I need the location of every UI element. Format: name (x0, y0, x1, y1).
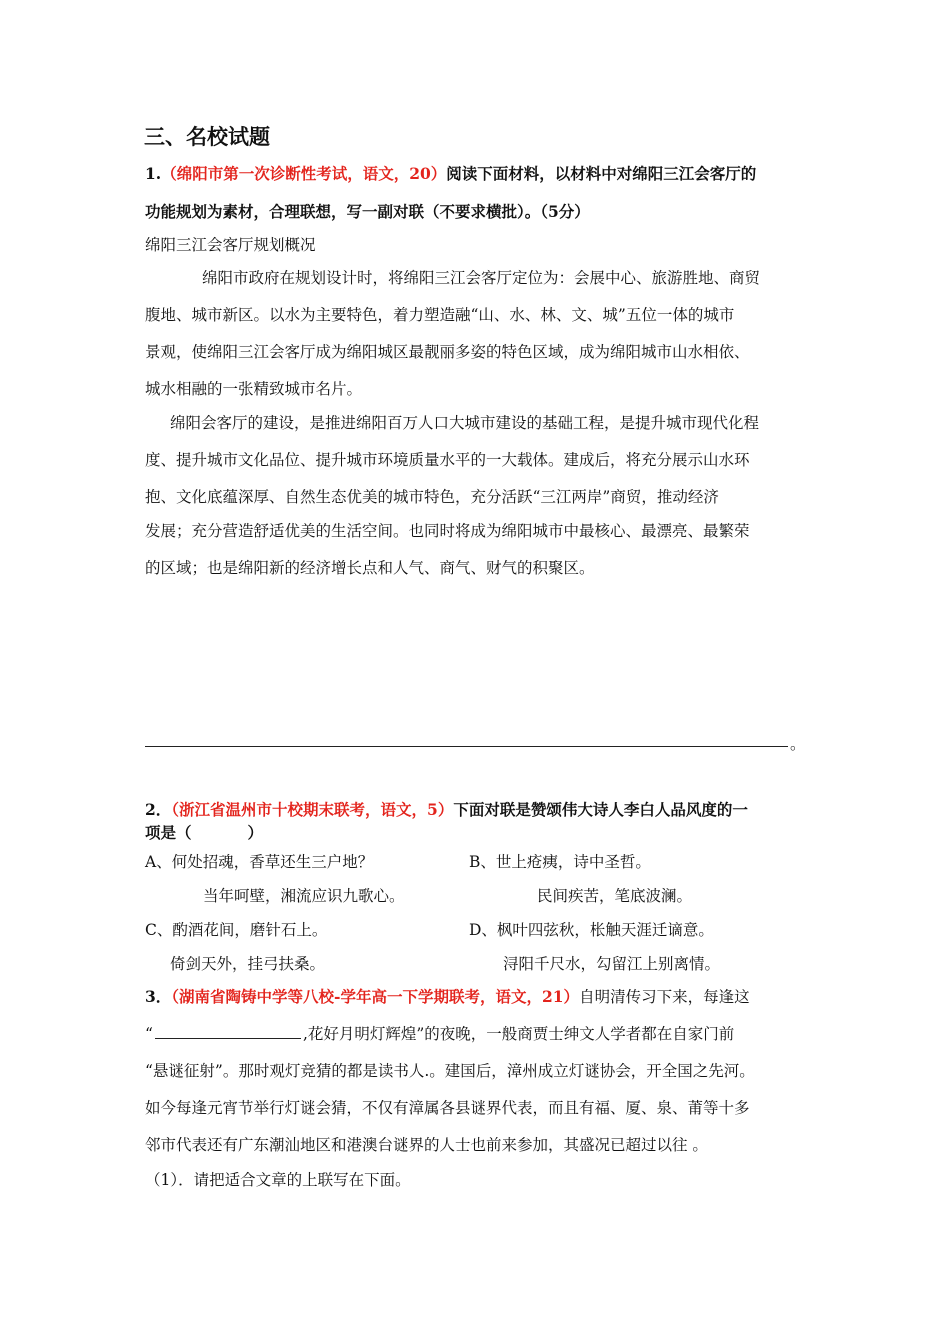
q2-prompt-b-start: 项是（ (145, 823, 192, 842)
q3-number: 3． (145, 987, 172, 1006)
q3-line-3: “悬谜征射”。那时观灯竞猜的都是读书人.。建国后，漳州成立灯谜协会，开全国之先河。 (145, 1062, 755, 1080)
option-a-line-1: A、何处招魂，香草还生三户地？ (145, 853, 374, 871)
q1-line-1 (145, 164, 756, 184)
q1-prompt-b: 功能规划为素材，合理联想，写一副对联（不要求横批）。（5分） (145, 202, 590, 221)
q1-material-title: 绵阳三江会客厅规划概况 (145, 236, 316, 254)
q3-blank[interactable] (155, 1024, 301, 1039)
q2-prompt-a: 下面对联是赞颂伟大诗人李白人品风度的一 (453, 800, 748, 819)
option-b-line-2: 民间疾苦，笔底波澜。 (537, 887, 693, 905)
q3-line-5: 邻市代表还有广东潮汕地区和港澳台谜界的人士也前来参加，其盛况已超过以往 。 (145, 1136, 708, 1154)
q1-p2-line: 抱、文化底蕴深厚、自然生态优美的城市特色，充分活跃“三江两岸”商贸，推动经济 (145, 488, 719, 506)
q3-quote-open: “ (145, 1025, 153, 1043)
q2-number: 2． (145, 800, 172, 819)
section-title: 三、名校试题 (144, 124, 270, 149)
q2-line-1 (145, 800, 748, 820)
q1-p2-line: 度、提升城市文化品位、提升城市环境质量水平的一大载体。建成后，将充分展示山水环 (145, 451, 750, 469)
q1-answer-end: 。 (790, 735, 806, 753)
q1-p1-line: 腹地、城市新区。以水为主要特色，着力塑造融“山、水、林、文、城”五位一体的城市 (145, 306, 735, 324)
q1-p1-line: 绵阳市政府在规划设计时，将绵阳三江会客厅定位为：会展中心、旅游胜地、商贸 (202, 269, 761, 287)
option-c-line-2: 倚剑天外，挂弓扶桑。 (170, 955, 326, 973)
q3-intro: 自明清传习下来，每逢这 (579, 988, 750, 1006)
q1-p2-line: 的区域；也是绵阳新的经济增长点和人气、商气、财气的积聚区。 (145, 559, 595, 577)
q3-line-2 (145, 1024, 734, 1044)
option-d-line-1: D、枫叶四弦秋，枨触天涯迁谪意。 (469, 921, 714, 939)
option-a-line-2: 当年呵壁，湘流应识九歌心。 (203, 887, 405, 905)
q3-line-4: 如今每逢元宵节举行灯谜会猜，不仅有漳属各县谜界代表，而且有福、厦、泉、莆等十多 (145, 1099, 750, 1117)
option-c-line-1: C、酌酒花间，磨针石上。 (145, 921, 328, 939)
q1-number: 1. (145, 164, 162, 183)
q1-p2-line: 发展；充分营造舒适优美的生活空间。也同时将成为绵阳城市中最核心、最漂亮、最繁荣 (145, 522, 750, 540)
q3-line-1 (145, 987, 750, 1007)
q1-answer-line[interactable] (145, 746, 788, 747)
q3-source: （湖南省陶铸中学等八校-学年高一下学期联考，语文，21） (171, 987, 580, 1006)
q1-p2-line: 绵阳会客厅的建设，是推进绵阳百万人口大城市建设的基础工程，是提升城市现代化程 (170, 414, 760, 432)
q2-line-2 (145, 823, 263, 843)
option-d-line-2: 浔阳千尺水，勾留江上别离情。 (503, 955, 721, 973)
q1-source: （绵阳市第一次诊断性考试，语文，20） (161, 164, 447, 183)
option-b-line-1: B、世上疮痍，诗中圣哲。 (469, 853, 651, 871)
q3-sub-1: （1）．请把适合文章的上联写在下面。 (145, 1171, 411, 1189)
q1-p1-line: 景观，使绵阳三江会客厅成为绵阳城区最靓丽多姿的特色区域，成为绵阳城市山水相依、 (145, 343, 750, 361)
q2-source: （浙江省温州市十校期末联考，语文，5） (171, 800, 454, 819)
q1-p1-line: 城水相融的一张精致城市名片。 (145, 380, 363, 398)
q2-prompt-b-end: ） (247, 823, 264, 842)
q3-after-blank: ,花好月明灯辉煌”的夜晚，一般商贾士绅文人学者都在自家门前 (302, 1025, 735, 1043)
q1-prompt-a: 阅读下面材料，以材料中对绵阳三江会客厅的 (446, 164, 757, 183)
